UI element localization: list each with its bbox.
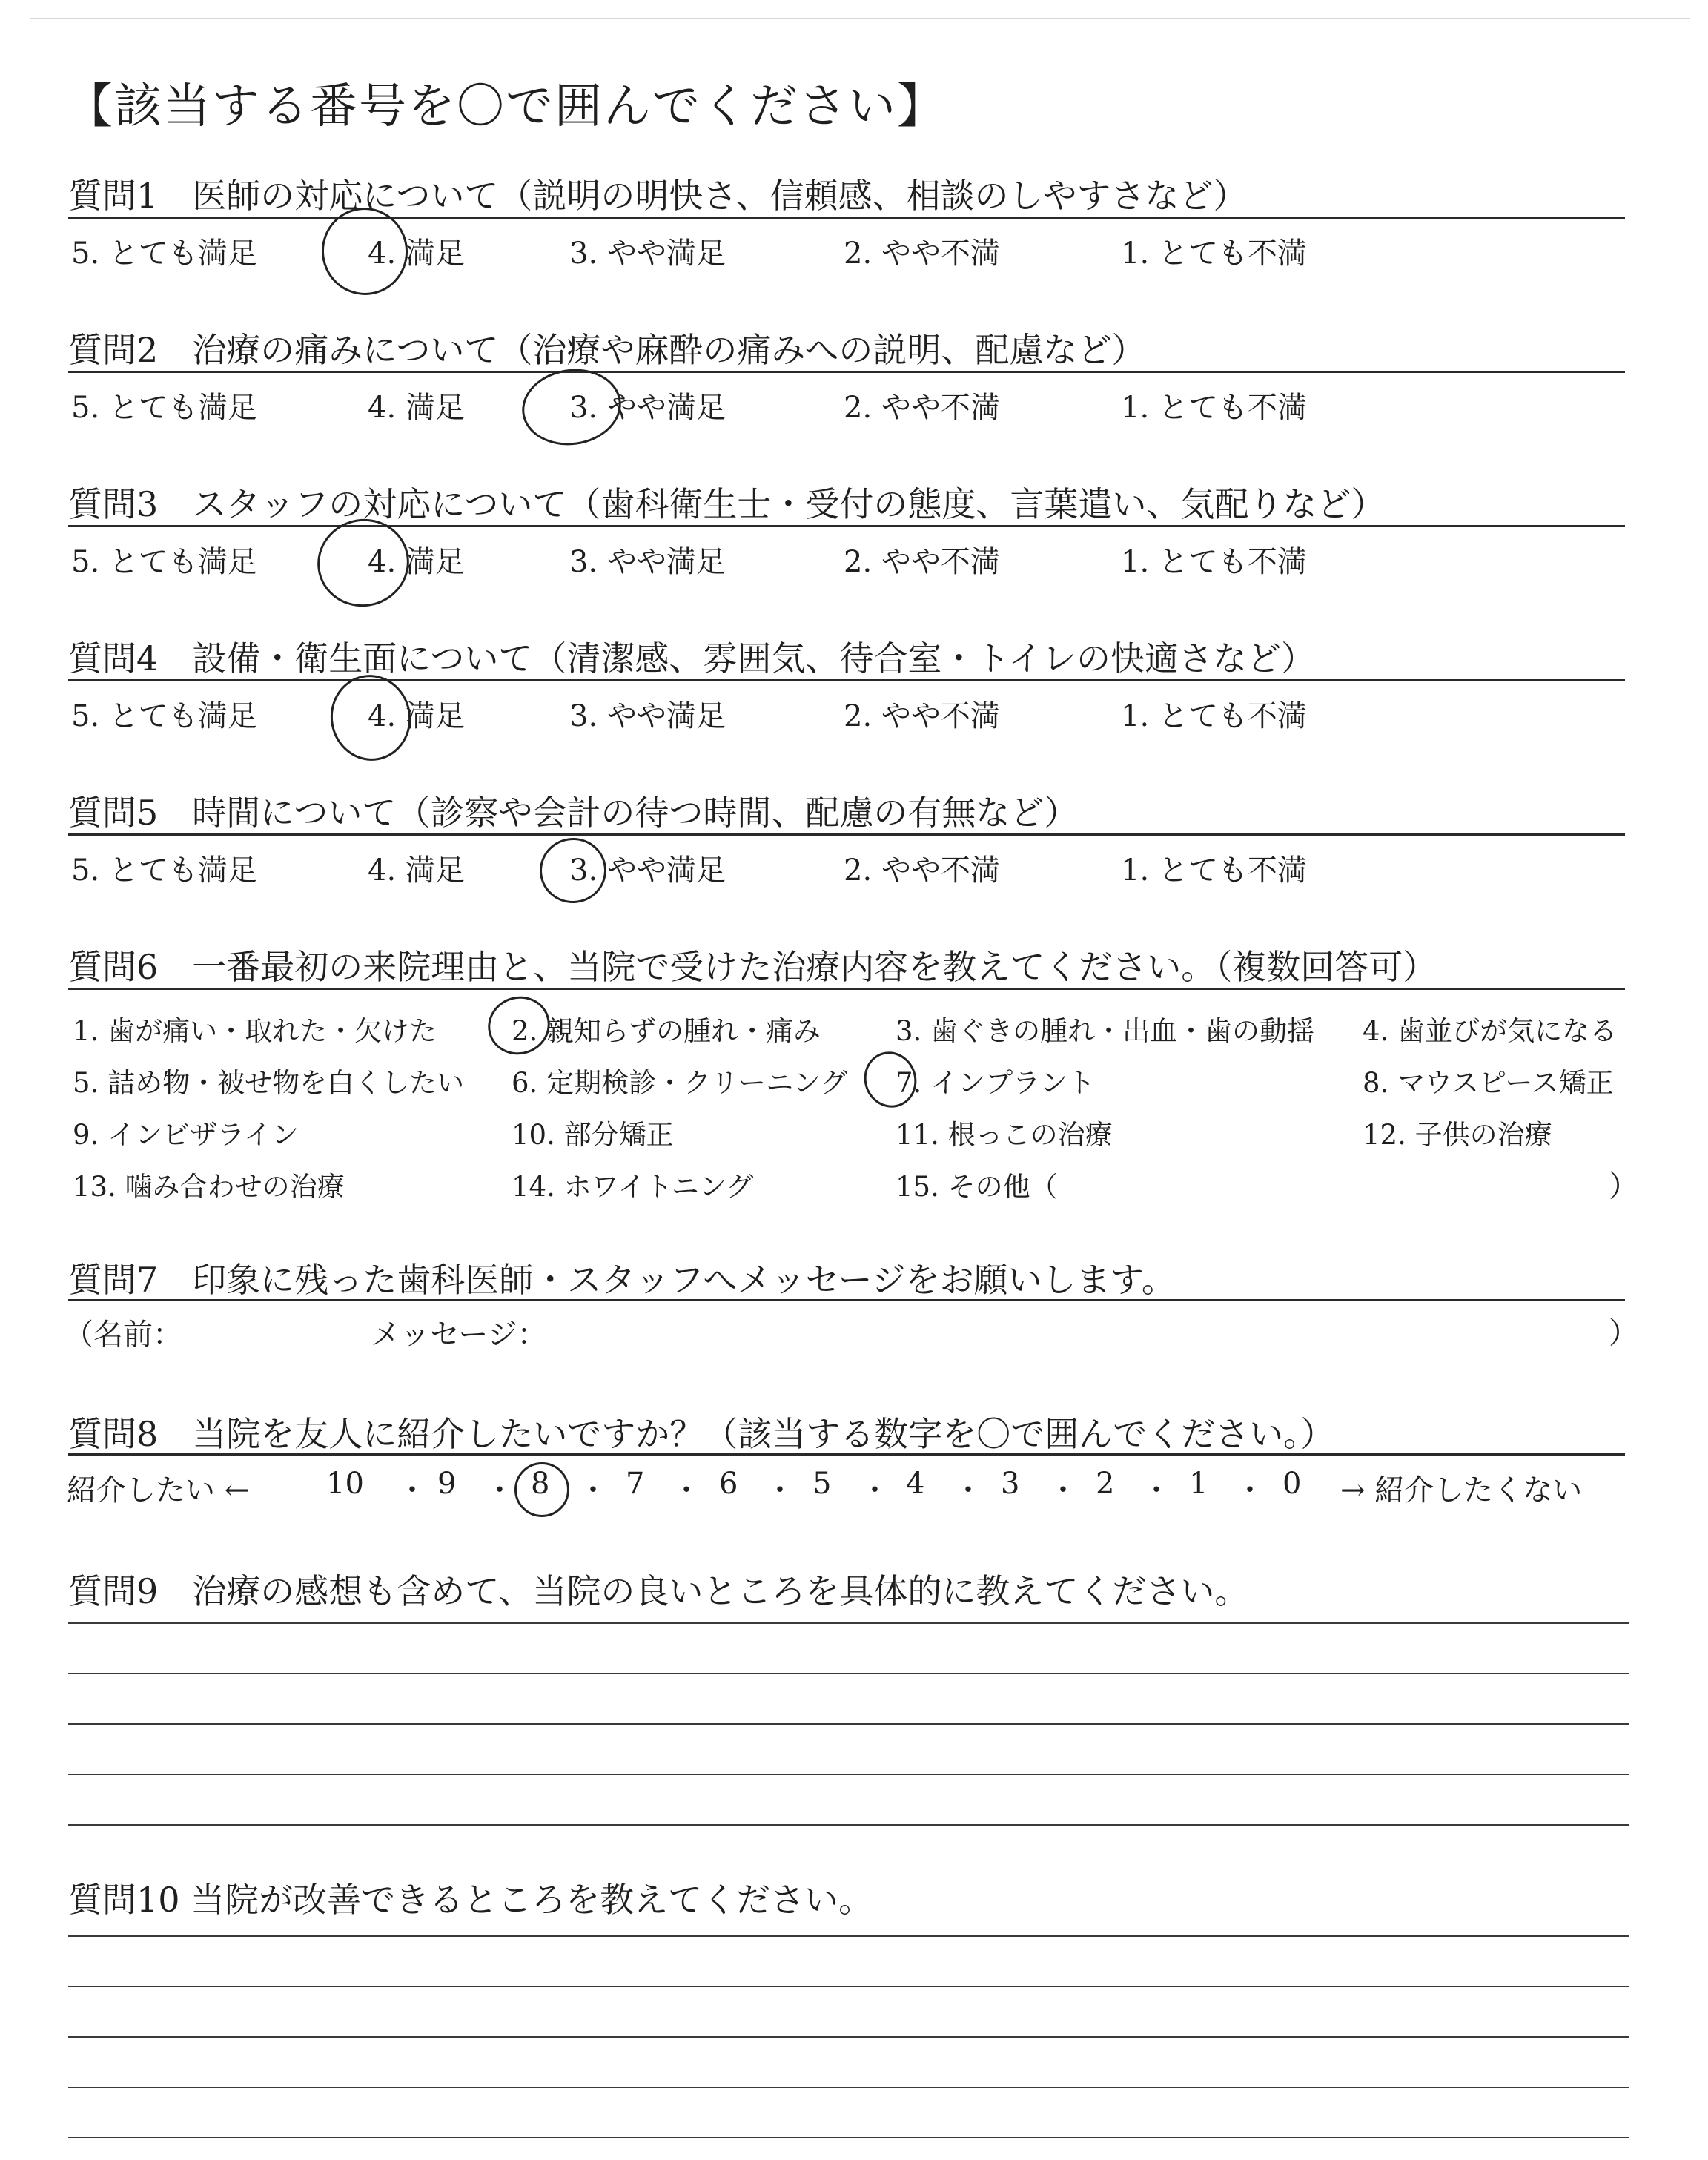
- q5-option-3[interactable]: 3. やや満足: [569, 853, 726, 888]
- q5-option-2[interactable]: 2. やや不満: [844, 853, 1000, 888]
- q7-name-label: （名前：: [64, 1318, 182, 1352]
- q9-title: 質問9 治療の感想も含めて、当院の良いところを具体的に教えてください。: [68, 1571, 1249, 1611]
- q6-option-2[interactable]: 2. 親知らずの腫れ・痛み: [512, 1015, 821, 1047]
- q2-option-1[interactable]: 1. とても不満: [1121, 391, 1307, 425]
- q6-option-4[interactable]: 4. 歯並びが気になる: [1363, 1015, 1618, 1047]
- q8-dot: ・: [397, 1473, 427, 1507]
- page-heading: 【該当する番号を〇で囲んでください】: [65, 79, 946, 134]
- q8-score-10[interactable]: 10: [326, 1467, 364, 1501]
- q4-option-2[interactable]: 2. やや不満: [844, 699, 1000, 733]
- q10-write-line: [68, 1935, 1629, 1937]
- q3-rule: [68, 525, 1625, 527]
- q2-option-2[interactable]: 2. やや不満: [844, 391, 1000, 425]
- q9-write-line: [68, 1622, 1629, 1624]
- q8-score-4[interactable]: 4: [906, 1467, 925, 1501]
- q4-title: 質問4 設備・衛生面について（清潔感、雰囲気、待合室・トイレの快適さなど）: [68, 638, 1316, 678]
- q8-dot: ・: [578, 1473, 608, 1507]
- q8-right-label: → 紹介したくない: [1340, 1473, 1583, 1507]
- q1-option-3[interactable]: 3. やや満足: [569, 237, 726, 271]
- q6-option-7[interactable]: 7. インプラント: [896, 1067, 1096, 1099]
- q8-dot: ・: [860, 1473, 890, 1507]
- q1-option-2[interactable]: 2. やや不満: [844, 237, 1000, 271]
- q3-option-2[interactable]: 2. やや不満: [844, 545, 1000, 579]
- q2-title: 質問2 治療の痛みについて（治療や麻酔の痛みへの説明、配慮など）: [68, 330, 1146, 370]
- q8-score-3[interactable]: 3: [1001, 1467, 1020, 1501]
- q3-title: 質問3 スタッフの対応について（歯科衛生士・受付の態度、言葉遣い、気配りなど）: [68, 484, 1386, 524]
- q2-option-4[interactable]: 4. 満足: [368, 391, 465, 425]
- q4-rule: [68, 679, 1625, 681]
- q4-answer-circle: [324, 669, 418, 767]
- q6-option-1[interactable]: 1. 歯が痛い・取れた・欠けた: [73, 1015, 437, 1047]
- q2-answer-circle: [517, 363, 626, 452]
- q5-title: 質問5 時間について（診察や会計の待つ時間、配慮の有無など）: [68, 793, 1079, 833]
- q3-option-4[interactable]: 4. 満足: [368, 545, 465, 579]
- q10-write-line: [68, 1986, 1629, 1987]
- q6-option-13[interactable]: 13. 噛み合わせの治療: [73, 1171, 345, 1203]
- q1-title: 質問1 医師の対応について（説明の明快さ、信頼感、相談のしやすさなど）: [68, 176, 1248, 216]
- q1-option-5[interactable]: 5. とても満足: [71, 237, 257, 271]
- q6-option-5[interactable]: 5. 詰め物・被せ物を白くしたい: [73, 1067, 465, 1099]
- q6-option-15[interactable]: 15. その他（: [896, 1171, 1058, 1203]
- q6-option-3[interactable]: 3. 歯ぐきの腫れ・出血・歯の動揺: [896, 1015, 1315, 1047]
- top-rule: [30, 18, 1690, 19]
- q4-option-3[interactable]: 3. やや満足: [569, 699, 726, 733]
- q8-dot: ・: [765, 1473, 795, 1507]
- q8-left-label: 紹介したい ←: [67, 1473, 250, 1507]
- q8-dot: ・: [672, 1473, 701, 1507]
- q2-option-5[interactable]: 5. とても満足: [71, 391, 257, 425]
- q6-option-14[interactable]: 14. ホワイトニング: [512, 1171, 754, 1203]
- q10-title: 質問10 当院が改善できるところを教えてください。: [68, 1880, 873, 1920]
- q1-option-4[interactable]: 4. 満足: [368, 237, 465, 271]
- q8-dot: ・: [485, 1473, 514, 1507]
- q4-option-5[interactable]: 5. とても満足: [71, 699, 257, 733]
- q8-dot: ・: [1142, 1473, 1171, 1507]
- q3-option-1[interactable]: 1. とても不満: [1121, 545, 1307, 579]
- q3-option-3[interactable]: 3. やや満足: [569, 545, 726, 579]
- q8-score-0[interactable]: 0: [1282, 1467, 1302, 1501]
- q7-message-label: メッセージ：: [371, 1318, 547, 1352]
- q10-write-line: [68, 2087, 1629, 2088]
- q1-option-1[interactable]: 1. とても不満: [1121, 237, 1307, 271]
- q8-title: 質問8 当院を友人に紹介したいですか？（該当する数字を〇で囲んでください。）: [68, 1414, 1335, 1454]
- q9-write-line: [68, 1723, 1629, 1725]
- q2-option-3[interactable]: 3. やや満足: [569, 391, 726, 425]
- q6-other-close-paren: ）: [1609, 1169, 1638, 1203]
- q5-option-5[interactable]: 5. とても満足: [71, 853, 257, 888]
- q8-answer-circle: [514, 1462, 569, 1517]
- q8-score-6[interactable]: 6: [719, 1467, 738, 1501]
- q10-write-line: [68, 2036, 1629, 2038]
- q8-dot: ・: [1235, 1473, 1265, 1507]
- q5-option-1[interactable]: 1. とても不満: [1121, 853, 1307, 888]
- q9-write-line: [68, 1774, 1629, 1775]
- q2-rule: [68, 371, 1625, 373]
- q5-answer-circle: [537, 835, 610, 907]
- q6-option-12[interactable]: 12. 子供の治療: [1363, 1119, 1552, 1151]
- q4-option-4[interactable]: 4. 満足: [368, 699, 465, 733]
- q6-option-10[interactable]: 10. 部分矯正: [512, 1119, 674, 1151]
- q8-dot: ・: [953, 1473, 983, 1507]
- q6-answer-circle-2: [480, 988, 557, 1063]
- q8-rule: [68, 1453, 1625, 1456]
- q7-close-paren: ）: [1609, 1316, 1638, 1350]
- q8-score-1[interactable]: 1: [1189, 1467, 1208, 1501]
- q1-rule: [68, 217, 1625, 219]
- q8-score-8[interactable]: 8: [531, 1467, 550, 1501]
- q9-write-line: [68, 1673, 1629, 1674]
- q6-option-9[interactable]: 9. インビザライン: [73, 1119, 299, 1151]
- q7-rule: [68, 1299, 1625, 1301]
- q6-option-8[interactable]: 8. マウスピース矯正: [1363, 1067, 1614, 1099]
- q8-score-7[interactable]: 7: [626, 1467, 645, 1501]
- q6-answer-circle-7: [856, 1044, 924, 1114]
- q8-score-9[interactable]: 9: [437, 1467, 457, 1501]
- q6-rule: [68, 988, 1625, 990]
- q3-option-5[interactable]: 5. とても満足: [71, 545, 257, 579]
- q8-score-5[interactable]: 5: [812, 1467, 832, 1501]
- q6-option-6[interactable]: 6. 定期検診・クリーニング: [512, 1067, 848, 1099]
- q8-dot: ・: [1048, 1473, 1078, 1507]
- q5-rule: [68, 833, 1625, 836]
- q6-option-11[interactable]: 11. 根っこの治療: [896, 1119, 1113, 1151]
- q10-write-line: [68, 2137, 1629, 2138]
- q8-score-2[interactable]: 2: [1096, 1467, 1115, 1501]
- q5-option-4[interactable]: 4. 満足: [368, 853, 465, 888]
- q4-option-1[interactable]: 1. とても不満: [1121, 699, 1307, 733]
- q9-write-line: [68, 1824, 1629, 1826]
- q6-title: 質問6 一番最初の来院理由と、当院で受けた治療内容を教えてください。（複数回答可）: [68, 947, 1437, 987]
- q7-title: 質問7 印象に残った歯科医師・スタッフへメッセージをお願いします。: [68, 1260, 1176, 1300]
